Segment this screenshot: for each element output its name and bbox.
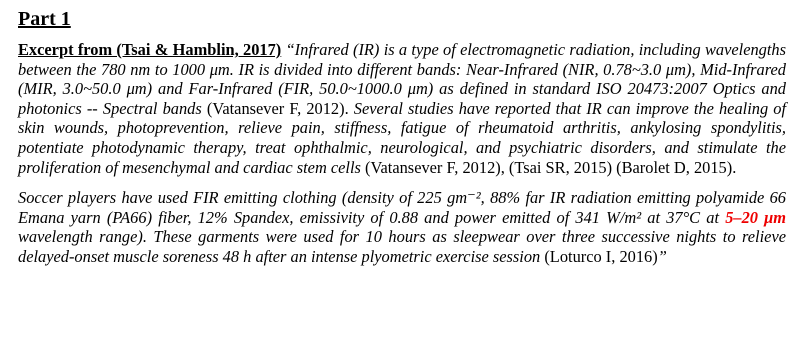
citation-2: (Vatansever F, 2012), (Tsai SR, 2015) (Barolet D, 2015). — [360, 157, 737, 177]
quote-text-1: “Infrared (IR) is a type of electromagnetic radiation, including wavelengths between the 780 nm to 1000 μm. IR is divided into different bands: Near-Infrared (NIR, 0.78~3.0 μm), Mid-Infrared (MIR, 3.0~50.0 μm) and Far-Infrared (FIR, 50.0~1000.0 μm) as defined in standard ISO 20473:2007 Optics and photonics -- Spectral bands — [18, 40, 786, 118]
citation-1: (Vatansever F, 2012). — [201, 98, 354, 118]
highlighted-wavelength: 5–20 μm — [725, 207, 787, 227]
section-heading: Part 1 — [18, 8, 71, 30]
quote-text-4: wavelength range). These garments were used for 10 hours as sleepwear over three successive nights to relieve delayed-onset muscle soreness 48 h after an intense plyometric exercise session — [18, 227, 786, 266]
excerpt-paragraph-2 — [18, 188, 786, 266]
closing-quote: ” — [657, 246, 667, 266]
quote-text-3: Soccer players have used FIR emitting clothing (density of 225 gm⁻², 88% far IR radiation emitting polyamide 66 Emana yarn (PA66) fiber, 12% Spandex, emissivity of 0.88 and power emitted of 341 W/m² at 37°C at — [18, 188, 786, 227]
excerpt-paragraph-1 — [18, 40, 786, 177]
quote-text-2: Several studies have reported that IR can improve the healing of skin wounds, photoprevention, relieve pain, stiffness, fatigue of rheumatoid arthritis, ankylosing spondylitis, potentiate photodynamic therapy, treat ophthalmic, neurological, and psychiatric disorders, and stimulate the proliferation of mesenchymal and cardiac stem cells — [18, 98, 786, 177]
document-page — [18, 0, 786, 267]
citation-3: (Loturco I, 2016) — [540, 246, 658, 266]
excerpt-source-label: Excerpt from (Tsai & Hamblin, 2017) — [18, 40, 282, 59]
